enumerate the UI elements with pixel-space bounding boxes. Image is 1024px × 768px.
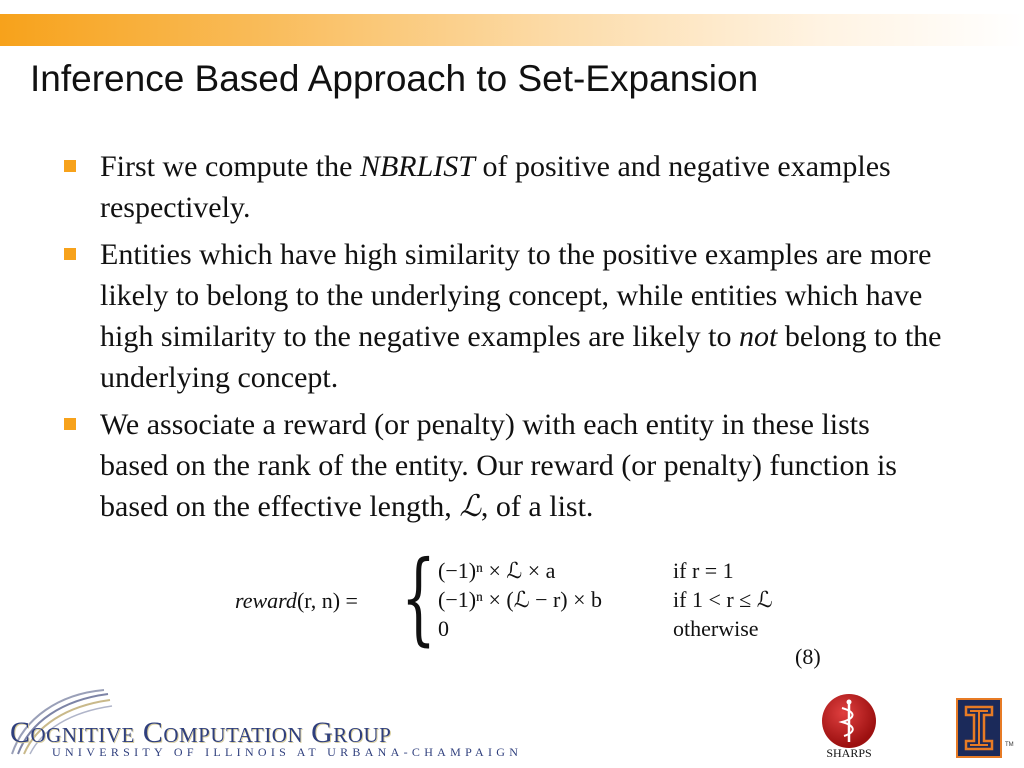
sharps-label: SHARPS	[826, 746, 872, 760]
left-brace-icon: {	[401, 539, 436, 656]
bullet-item	[64, 404, 944, 527]
bullet-text: of positive and negative examples respectively.	[100, 150, 891, 224]
ccg-logo	[0, 688, 523, 759]
bullet-emphasis: ℒ	[459, 490, 481, 523]
bullet-emphasis: NBRLIST	[359, 150, 475, 183]
bullet-text: , of a list.	[480, 490, 594, 523]
bullet-text: belong to the underlying concept.	[100, 320, 942, 394]
formula-lhs	[235, 588, 358, 614]
case-expression: (−1)ⁿ × (ℒ − r) × b	[438, 587, 603, 612]
formula-function-name: reward	[235, 588, 297, 613]
reward-formula	[235, 539, 835, 669]
case-condition: otherwise	[673, 616, 759, 641]
square-bullet-icon	[64, 160, 76, 172]
bullet-list	[64, 146, 944, 533]
slide-title: Inference Based Approach to Set-Expansion	[30, 58, 759, 99]
bullet-text: First we compute the	[100, 150, 360, 183]
university-logo	[956, 698, 1002, 758]
caduceus-icon	[822, 694, 876, 748]
sharps-logo	[816, 694, 882, 764]
trademark-mark: TM	[1005, 742, 1014, 748]
bullet-text: We associate a reward (or penalty) with each entity in these lists based on the rank of the entity. Our reward (or penalty) function is based on the effective length,	[100, 408, 897, 523]
ccg-subtitle: UNIVERSITY OF ILLINOIS AT URBANA-CHAMPAIGN	[52, 745, 523, 759]
equation-number: (8)	[795, 644, 821, 669]
case-condition: if r = 1	[673, 558, 734, 583]
formula-args: (r, n) =	[296, 588, 358, 613]
bullet-item	[64, 234, 944, 398]
header-gradient-bar	[0, 14, 1024, 46]
case-expression: 0	[438, 616, 449, 641]
case-expression: (−1)ⁿ × ℒ × a	[438, 558, 556, 583]
square-bullet-icon	[64, 418, 76, 430]
ccg-title: Cognitive Computation Group	[10, 716, 392, 749]
case-condition: if 1 < r ≤ ℒ	[673, 587, 773, 612]
bullet-text: Entities which have high similarity to the positive examples are more likely to belong to the underlying concept, while entities which have high similarity to the negative examples are likely to	[100, 238, 932, 353]
block-i-icon	[958, 700, 1000, 756]
square-bullet-icon	[64, 248, 76, 260]
bullet-item	[64, 146, 944, 228]
bullet-emphasis: not	[739, 320, 778, 353]
